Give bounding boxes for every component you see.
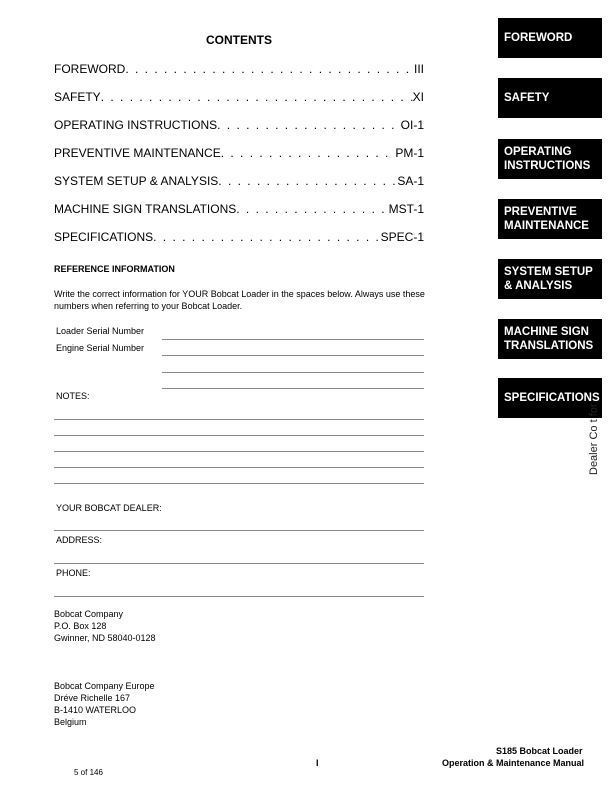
toc-row-foreword[interactable] [54, 62, 424, 76]
notes-line[interactable] [54, 435, 424, 436]
toc-page: III [413, 62, 424, 76]
toc-row-preventive-maintenance[interactable] [54, 146, 424, 160]
tab-safety[interactable]: SAFETY [498, 78, 602, 118]
toc-label: OPERATING INSTRUCTIONS [54, 118, 218, 132]
loader-serial-field[interactable] [162, 339, 424, 340]
toc-label: PREVENTIVE MAINTENANCE [54, 146, 221, 160]
tab-specifications[interactable]: SPECIFICATIONS [498, 378, 602, 418]
footer-model: S185 Bobcat Loader [496, 746, 583, 756]
toc-page: OI-1 [400, 118, 424, 132]
toc-label: FOREWORD [54, 62, 126, 76]
tab-preventive-maintenance[interactable]: PREVENTIVE MAINTENANCE [498, 199, 602, 239]
toc-row-specifications[interactable] [54, 230, 424, 244]
toc-label: SPECIFICATIONS [54, 230, 154, 244]
toc-row-operating-instructions[interactable] [54, 118, 424, 132]
notes-line[interactable] [54, 451, 424, 452]
reference-heading: REFERENCE INFORMATION [54, 264, 175, 274]
tab-machine-sign-translations[interactable]: MACHINE SIGN TRANSLATIONS [498, 319, 602, 359]
dealer-label: YOUR BOBCAT DEALER: [56, 503, 162, 513]
toc-page: MST-1 [388, 202, 424, 216]
toc-page: SPEC-1 [380, 230, 424, 244]
toc-label: SYSTEM SETUP & ANALYSIS [54, 174, 219, 188]
tab-foreword[interactable]: FOREWORD [498, 18, 602, 58]
toc-label: SAFETY [54, 90, 101, 104]
footer-manual: Operation & Maintenance Manual [442, 758, 585, 768]
phone-field[interactable] [54, 596, 424, 597]
engine-serial-field[interactable] [162, 355, 424, 356]
tab-system-setup[interactable]: SYSTEM SETUP & ANALYSIS [498, 259, 602, 299]
dealer-field[interactable] [54, 530, 424, 531]
loader-serial-label: Loader Serial Number [56, 326, 145, 336]
tab-operating-instructions[interactable]: OPERATING INSTRUCTIONS [498, 139, 602, 179]
toc-page: PM-1 [395, 146, 424, 160]
toc-row-system-setup[interactable] [54, 174, 424, 188]
reference-description: Write the correct information for YOUR Bobcat Loader in the spaces below. Always use these numbers when referring to your Bobcat Loader. [54, 289, 425, 311]
page-counter: 5 of 146 [74, 768, 103, 777]
serial-extra-line[interactable] [162, 372, 424, 373]
phone-label: PHONE: [56, 568, 91, 578]
notes-label: NOTES: [56, 391, 90, 401]
contents-title: CONTENTS [206, 33, 272, 47]
footer-page-number: I [316, 758, 319, 768]
address-label: ADDRESS: [56, 535, 103, 545]
toc-page: SA-1 [397, 174, 424, 188]
toc-page: XI [412, 90, 424, 104]
side-watermark: Dealer Co t for [588, 403, 600, 475]
toc-label: MACHINE SIGN TRANSLATIONS [54, 202, 237, 216]
address-us: Bobcat Company P.O. Box 128 Gwinner, ND 58040-0128 [54, 609, 156, 643]
address-field[interactable] [54, 563, 424, 564]
notes-line[interactable] [54, 483, 424, 484]
engine-serial-label: Engine Serial Number [56, 343, 145, 353]
address-europe: Bobcat Company Europe Dréve Richelle 167 B-1410 WATERLOO Belgium [54, 681, 155, 727]
toc-row-safety[interactable] [54, 90, 424, 104]
serial-extra-line[interactable] [162, 388, 424, 389]
notes-line[interactable] [54, 467, 424, 468]
toc-row-machine-sign-translations[interactable] [54, 202, 424, 216]
notes-line[interactable] [54, 419, 424, 420]
